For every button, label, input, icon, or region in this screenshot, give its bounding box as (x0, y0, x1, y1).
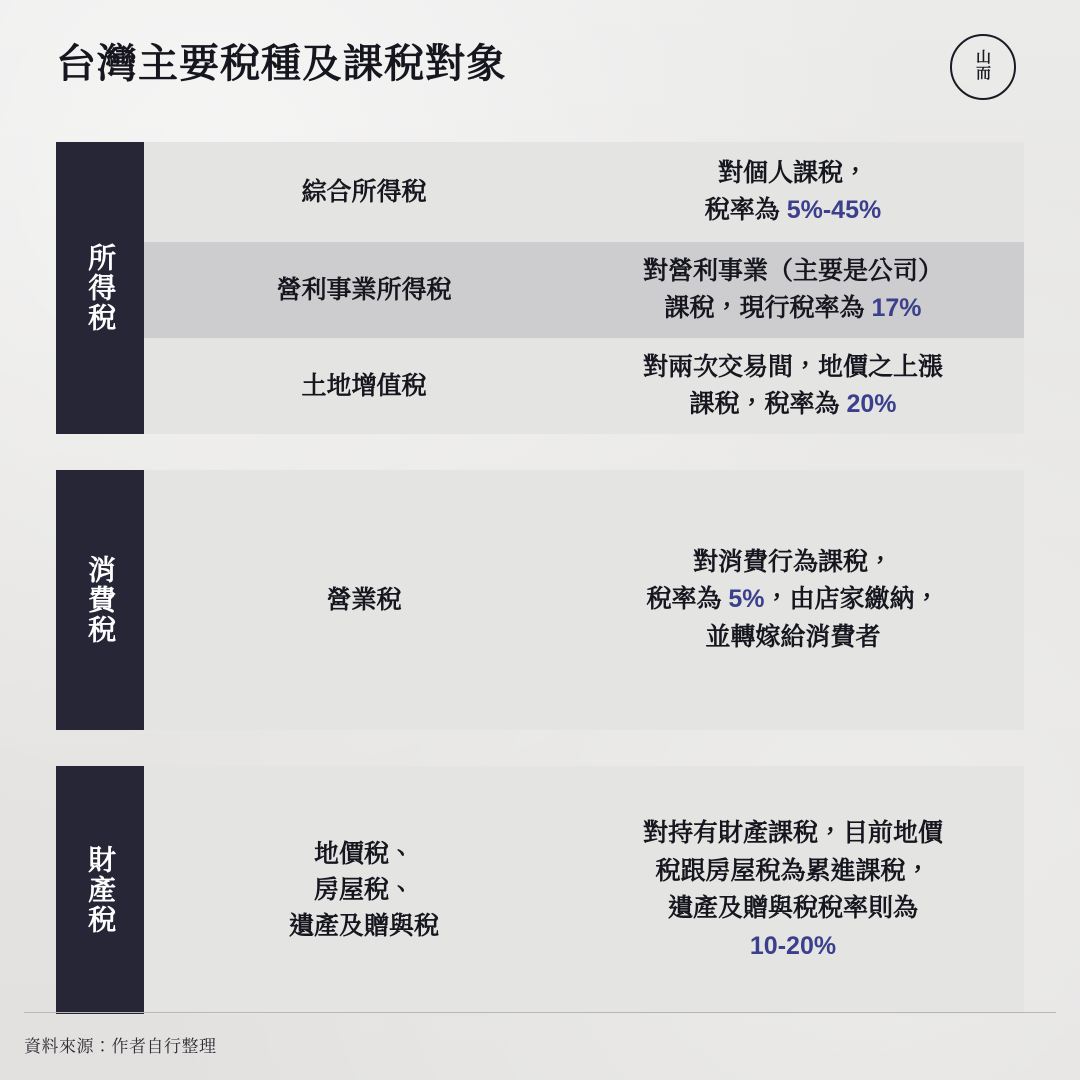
tax-rate-value: 5%-45% (786, 196, 882, 224)
logo-line-2: 而 (975, 66, 990, 82)
tax-table (56, 142, 1024, 1014)
desc-line (584, 928, 1002, 966)
tax-name-line: 地價稅、 (313, 839, 414, 868)
category-badge-income (56, 142, 144, 434)
source-note: 資料來源：作者自行整理 (24, 1037, 217, 1056)
page-title: 台灣主要稅種及課稅對象 (56, 42, 507, 86)
category-label: 消費稅 (85, 555, 117, 645)
desc-text: 稅率為 (646, 585, 729, 614)
tax-rate-value: 17% (871, 294, 922, 322)
tax-name (144, 826, 584, 955)
category-label: 財產稅 (85, 845, 117, 935)
tax-name-line: 遺產及贈與稅 (288, 912, 439, 941)
footer-divider (24, 1012, 1056, 1013)
table-row (144, 766, 1024, 1014)
logo-glyph (952, 36, 1014, 98)
category-label: 所得稅 (85, 243, 117, 333)
category-badge-property (56, 766, 144, 1014)
publisher-logo (950, 34, 1016, 100)
tax-group-property (56, 766, 1024, 1014)
desc-line: 稅跟房屋稅為累進課稅， (655, 856, 931, 885)
tax-description (584, 243, 1024, 338)
tax-description (584, 534, 1024, 667)
tax-name: 營業稅 (326, 585, 402, 614)
tax-rate-value: 10-20% (749, 931, 837, 960)
desc-line: 對消費行為課稅， (692, 547, 893, 576)
desc-line: 對個人課稅， (717, 158, 868, 187)
desc-line: 對持有財產課稅，目前地價 (642, 819, 943, 847)
table-row (144, 338, 1024, 434)
desc-text: 稅率為 (704, 196, 787, 224)
category-badge-consumption (56, 470, 144, 730)
tax-description (584, 339, 1024, 434)
tax-group-consumption (56, 470, 1024, 730)
desc-line: 並轉嫁給消費者 (705, 622, 881, 651)
desc-line: 對兩次交易間，地價之上漲 (642, 352, 943, 381)
tax-name-line: 房屋稅、 (313, 875, 414, 904)
tax-name: 營利事業所得稅 (276, 275, 452, 304)
table-row (144, 242, 1024, 338)
tax-name: 土地增值稅 (301, 371, 427, 400)
tax-group-rows (144, 766, 1024, 1014)
tax-group-income (56, 142, 1024, 434)
tax-group-rows (144, 142, 1024, 434)
desc-text: ，由店家繳納， (764, 585, 940, 614)
tax-description (584, 145, 1024, 240)
tax-rate-value: 5% (728, 585, 765, 614)
tax-group-rows (144, 470, 1024, 730)
table-row (144, 470, 1024, 730)
tax-rate-value: 20% (846, 390, 897, 418)
logo-line-1: 山 (975, 50, 990, 67)
tax-description (584, 805, 1024, 975)
header (56, 28, 1040, 108)
desc-line: 遺產及贈與稅稅率則為 (667, 894, 918, 922)
desc-line (584, 581, 1002, 619)
table-row (144, 142, 1024, 242)
tax-name: 綜合所得稅 (301, 177, 427, 206)
desc-line (584, 386, 1002, 424)
desc-text: 課稅，現行稅率為 (664, 294, 872, 322)
desc-line: 對營利事業（主要是公司） (642, 256, 943, 285)
desc-line (584, 290, 1002, 328)
desc-line (584, 192, 1002, 230)
desc-text: 課稅，稅率為 (689, 390, 847, 418)
